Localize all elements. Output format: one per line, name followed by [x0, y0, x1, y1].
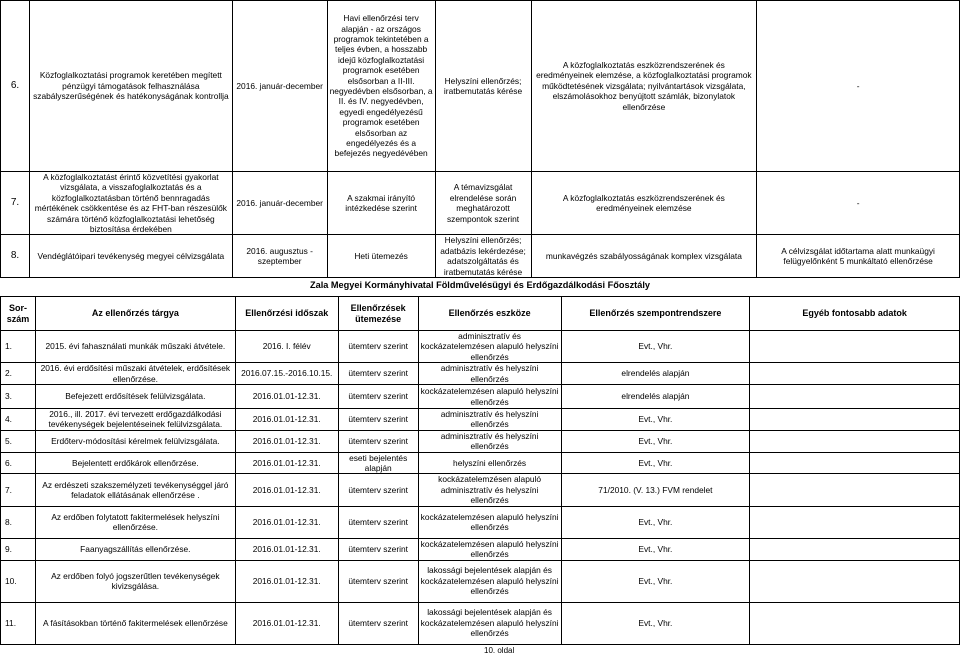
- inspection-goal: [750, 474, 960, 506]
- inspection-focus: Evt., Vhr.: [561, 506, 750, 538]
- inspection-focus: Evt., Vhr.: [561, 430, 750, 452]
- row-number: 1.: [1, 331, 36, 363]
- row-number: 6.: [1, 452, 36, 474]
- inspection-subject: Vendéglátóipari tevékenység megyei célvizsgálata: [29, 235, 232, 278]
- table-row: [1, 560, 960, 602]
- inspection-focus: Evt., Vhr.: [561, 331, 750, 363]
- inspection-subject: 2015. évi fahasználati munkák műszaki átvétele.: [35, 331, 235, 363]
- column-header-goal: Egyéb fontosabb adatok: [750, 297, 960, 331]
- inspection-goal: [750, 409, 960, 431]
- inspection-subject: Az erdőben folytatott fakitermelések helyszíni ellenőrzése.: [35, 506, 235, 538]
- inspection-subject: Bejelentett erdőkárok ellenőrzése.: [35, 452, 235, 474]
- table-row: [1, 1, 960, 172]
- row-number: 9.: [1, 538, 36, 560]
- inspection-goal: [750, 538, 960, 560]
- inspection-focus: elrendelés alapján: [561, 363, 750, 385]
- forestry-plan-table: [0, 296, 960, 645]
- inspection-tools: Helyszíni ellenőrzés; iratbemutatás kérése: [435, 1, 531, 172]
- inspection-focus: A közfoglalkoztatás eszközrendszerének és eredményeinek elemzése, a közfoglalkoztatási programok működtetésének vizsgálata; nyilvántartások vizsgálata, elszámolásokhoz benyújtott számlák, bizonylatok ellenőrzése: [531, 1, 757, 172]
- row-number: 3.: [1, 385, 36, 409]
- inspection-tools: adminisztratív és helyszíni ellenőrzés: [418, 363, 561, 385]
- inspection-focus: Evt., Vhr.: [561, 409, 750, 431]
- table-header-row: [1, 297, 960, 331]
- table-row: [1, 430, 960, 452]
- table-row: [1, 235, 960, 278]
- inspection-period: 2016. január-december: [232, 172, 327, 235]
- inspection-schedule: A szakmai irányító intézkedése szerint: [327, 172, 435, 235]
- table-row: [1, 506, 960, 538]
- row-number: 4.: [1, 409, 36, 431]
- inspection-schedule: Havi ellenőrzési terv alapján - az országos programok tekintetében a teljes évben, a hosszabb idejű közfoglalkoztatási programok esetében elsősorban a II-III. negyedévben elsősorban, a II. és IV. negyedévben, egyedi engedélyezésű programok esetében elsősorban az engedélyezés és a befejezés negyedévében: [327, 1, 435, 172]
- table-row: [1, 363, 960, 385]
- inspection-subject: 2016. évi erdősítési műszaki átvételek, erdősítések ellenőrzése.: [35, 363, 235, 385]
- table-row: [1, 602, 960, 644]
- table-row: [1, 452, 960, 474]
- row-number: 8.: [1, 235, 30, 278]
- inspection-schedule: ütemterv szerint: [338, 538, 418, 560]
- inspection-goal: [750, 331, 960, 363]
- inspection-schedule: ütemterv szerint: [338, 385, 418, 409]
- inspection-tools: adminisztratív és kockázatelemzésen alapuló helyszíni ellenőrzés: [418, 331, 561, 363]
- inspection-goal: [750, 363, 960, 385]
- row-number: 7.: [1, 474, 36, 506]
- top-plan-table: [0, 0, 960, 278]
- inspection-focus: Evt., Vhr.: [561, 452, 750, 474]
- table-row: [1, 474, 960, 506]
- inspection-schedule: eseti bejelentés alapján: [338, 452, 418, 474]
- inspection-schedule: ütemterv szerint: [338, 506, 418, 538]
- inspection-schedule: ütemterv szerint: [338, 409, 418, 431]
- inspection-period: 2016.01.01-12.31.: [235, 602, 338, 644]
- row-number: 2.: [1, 363, 36, 385]
- column-header-subject: Az ellenőrzés tárgya: [35, 297, 235, 331]
- inspection-period: 2016.01.01-12.31.: [235, 385, 338, 409]
- inspection-tools: Helyszíni ellenőrzés; adatbázis lekérdezése; adatszolgáltatás és iratbemutatás kérése: [435, 235, 531, 278]
- inspection-goal: [750, 452, 960, 474]
- inspection-period: 2016.01.01-12.31.: [235, 474, 338, 506]
- inspection-period: 2016.01.01-12.31.: [235, 506, 338, 538]
- inspection-tools: adminisztratív és helyszíni ellenőrzés: [418, 430, 561, 452]
- inspection-tools: A témavizsgálat elrendelése során meghatározott szempontok szerint: [435, 172, 531, 235]
- inspection-period: 2016. január-december: [232, 1, 327, 172]
- inspection-period: 2016.01.01-12.31.: [235, 538, 338, 560]
- inspection-subject: Közfoglalkoztatási programok keretében megített pénzügyi támogatások felhasználása szabályszerűségének és hatékonyságának kontrollja: [29, 1, 232, 172]
- inspection-period: 2016.01.01-12.31.: [235, 409, 338, 431]
- inspection-tools: lakossági bejelentések alapján és kockázatelemzésen alapuló helyszíni ellenőrzés: [418, 602, 561, 644]
- inspection-period: 2016.01.01-12.31.: [235, 452, 338, 474]
- inspection-tools: kockázatelemzésen alapuló helyszíni ellenőrzés: [418, 385, 561, 409]
- inspection-goal: [750, 385, 960, 409]
- inspection-goal: -: [757, 172, 960, 235]
- table-row: [1, 172, 960, 235]
- column-header-tools: [418, 297, 561, 331]
- column-header-focus: Ellenőrzés szempontrendszere: [561, 297, 750, 331]
- inspection-focus: munkavégzés szabályosságának komplex vizsgálata: [531, 235, 757, 278]
- inspection-schedule: ütemterv szerint: [338, 363, 418, 385]
- table-row: [1, 331, 960, 363]
- inspection-period: 2016.01.01-12.31.: [235, 560, 338, 602]
- inspection-focus: A közfoglalkoztatás eszközrendszerének és eredményeinek elemzése: [531, 172, 757, 235]
- inspection-period: 2016.01.01-12.31.: [235, 430, 338, 452]
- column-header-schedule: Ellenőrzések ütemezése: [338, 297, 418, 331]
- inspection-goal: -: [757, 1, 960, 172]
- inspection-goal: [750, 430, 960, 452]
- department-heading: Zala Megyei Kormányhivatal Földművelésügyi és Erdőgazdálkodási Főosztály: [309, 280, 651, 290]
- inspection-tools: kockázatelemzésen alapuló helyszíni ellenőrzés: [418, 538, 561, 560]
- inspection-subject: Faanyagszállítás ellenőrzése.: [35, 538, 235, 560]
- inspection-tools: kockázatelemzésen alapuló adminisztratív és helyszíni ellenőrzés: [418, 474, 561, 506]
- inspection-subject: Az erdészeti szakszemélyzeti tevékenységgel járó feladatok ellátásának ellenőrzése .: [35, 474, 235, 506]
- inspection-focus: Evt., Vhr.: [561, 602, 750, 644]
- inspection-goal: A célvizsgálat időtartama alatt munkaügyi felügyelőnként 5 munkáltató ellenőrzése: [757, 235, 960, 278]
- inspection-focus: Evt., Vhr.: [561, 538, 750, 560]
- inspection-schedule: ütemterv szerint: [338, 331, 418, 363]
- row-number: 8.: [1, 506, 36, 538]
- inspection-period: 2016. I. félév: [235, 331, 338, 363]
- inspection-subject: A közfoglalkoztatást érintő közvetítési gyakorlat vizsgálata, a visszafoglalkoztatás és a közfoglalkoztatásban történő bennragadás mértékének csökkentése és az FHT-ban részesülők számára történő közfoglalkoztatási lehetőség biztosítása érdekében: [29, 172, 232, 235]
- inspection-goal: [750, 506, 960, 538]
- row-number: 11.: [1, 602, 36, 644]
- inspection-period: 2016.07.15.-2016.10.15.: [235, 363, 338, 385]
- inspection-focus: 71/2010. (V. 13.) FVM rendelet: [561, 474, 750, 506]
- inspection-goal: [750, 602, 960, 644]
- column-header-number: Sor-szám: [1, 297, 36, 331]
- inspection-subject: A fásításokban történő fakitermelések ellenőrzése: [35, 602, 235, 644]
- inspection-schedule: Heti ütemezés: [327, 235, 435, 278]
- inspection-tools: adminisztratív és helyszíni ellenőrzés: [418, 409, 561, 431]
- table-row: [1, 538, 960, 560]
- row-number: 10.: [1, 560, 36, 602]
- inspection-schedule: ütemterv szerint: [338, 430, 418, 452]
- table-row: [1, 409, 960, 431]
- inspection-subject: Befejezett erdősítések felülvizsgálata.: [35, 385, 235, 409]
- row-number: 6.: [1, 1, 30, 172]
- table-row: [1, 385, 960, 409]
- inspection-schedule: ütemterv szerint: [338, 474, 418, 506]
- inspection-subject: 2016., ill. 2017. évi tervezett erdőgazdálkodási tevékenységek bejelentéseinek felülvizsgálata.: [35, 409, 235, 431]
- inspection-schedule: ütemterv szerint: [338, 602, 418, 644]
- inspection-focus: elrendelés alapján: [561, 385, 750, 409]
- inspection-subject: Az erdőben folyó jogszerűtlen tevékenységek kivizsgálása.: [35, 560, 235, 602]
- page-number: 10. oldal: [484, 646, 515, 655]
- inspection-subject: Erdőterv-módosítási kérelmek felülvizsgálata.: [35, 430, 235, 452]
- row-number: 5.: [1, 430, 36, 452]
- inspection-schedule: ütemterv szerint: [338, 560, 418, 602]
- row-number: 7.: [1, 172, 30, 235]
- inspection-goal: [750, 560, 960, 602]
- tools-header-label: Ellenőrzés eszköze: [448, 308, 531, 319]
- inspection-focus: Evt., Vhr.: [561, 560, 750, 602]
- inspection-tools: lakossági bejelentések alapján és kockázatelemzésen alapuló helyszíni ellenőrzés: [418, 560, 561, 602]
- column-header-period: Ellenőrzési időszak: [235, 297, 338, 331]
- inspection-tools: kockázatelemzésen alapuló helyszíni ellenőrzés: [418, 506, 561, 538]
- inspection-period: 2016. augusztus - szeptember: [232, 235, 327, 278]
- inspection-tools: helyszíni ellenőrzés: [418, 452, 561, 474]
